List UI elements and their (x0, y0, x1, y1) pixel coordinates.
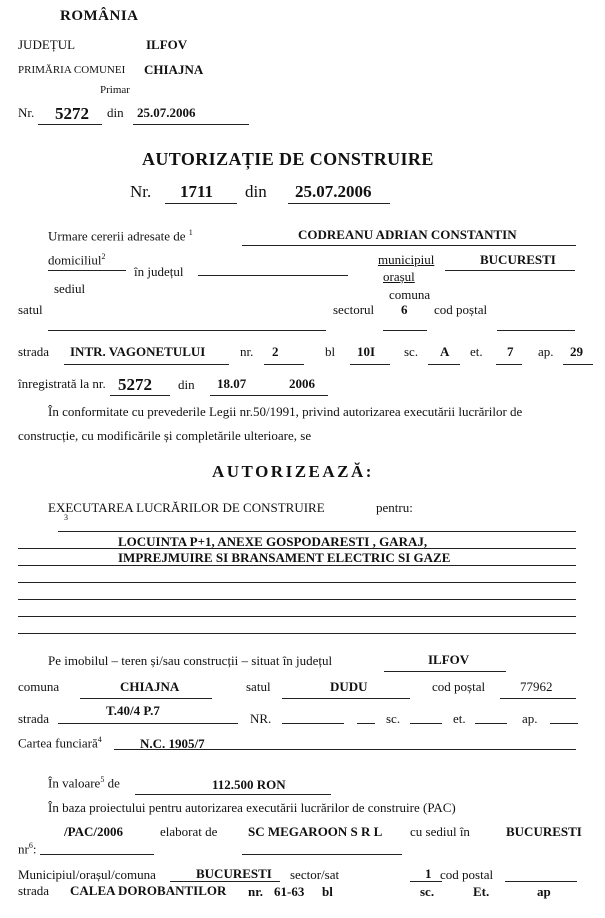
project-block-label: bl (322, 884, 333, 899)
applicant-name-underline (242, 245, 576, 246)
city-underline (445, 270, 575, 271)
stair-value: A (440, 344, 450, 359)
elaborated-label: elaborat de (160, 824, 218, 839)
block-underline (350, 364, 390, 365)
project-nr-underline (40, 854, 154, 855)
village-underline (48, 330, 326, 331)
sector-value: 6 (401, 302, 408, 317)
property-floor-label: et. (453, 711, 466, 726)
registered-din: din (178, 377, 195, 392)
property-street: T.40/4 P.7 (106, 703, 160, 718)
project-no: 61-63 (274, 884, 305, 899)
land-book-underline (114, 749, 576, 750)
project-sector: 1 (425, 866, 432, 881)
block-label: bl (325, 344, 336, 359)
county-underline (198, 275, 348, 276)
works-rule-6 (18, 633, 576, 634)
land-book-label: Cartea funciară$^4$ (18, 735, 102, 751)
works-rule-3 (18, 582, 576, 583)
project-muni-label: Municipiul/orașul/comuna (18, 867, 156, 882)
header-nr-underline (38, 124, 102, 125)
project-street-label: strada (18, 883, 50, 898)
property-nr-label: NR. (250, 711, 272, 726)
project-floor-label: Et. (473, 884, 490, 899)
project-seat: BUCURESTI (506, 824, 582, 839)
value-label: În valoare$^5$ de (48, 775, 120, 791)
document-title: AUTORIZAȚIE DE CONSTRUIRE (142, 149, 434, 169)
works-line-2: IMPREJMUIRE SI BRANSAMENT ELECTRIC SI GAZE (118, 550, 451, 565)
property-postal-underline (500, 698, 576, 699)
authorizes-heading: AUTORIZEAZĂ: (212, 462, 374, 481)
block-value: 10I (357, 344, 376, 359)
value-underline (135, 794, 331, 795)
sector-underline (383, 330, 427, 331)
company-underline (242, 854, 402, 855)
applicant-name: CODREANU ADRIAN CONSTANTIN (298, 227, 517, 242)
title-date-value: 25.07.2006 (295, 182, 372, 201)
project-seat-label: cu sediul în (410, 824, 470, 839)
property-commune-underline (80, 698, 212, 699)
street-value: INTR. VAGONETULUI (70, 344, 206, 359)
commune-label: comuna (389, 287, 431, 302)
title-nr-label: Nr. (130, 182, 152, 201)
seat-label: sediul (54, 281, 86, 296)
header-date-underline (133, 124, 249, 125)
property-nr-underline-2 (357, 723, 375, 724)
floor-value: 7 (507, 344, 514, 359)
property-postal-label: cod poștal (432, 679, 486, 694)
property-floor-underline (475, 723, 507, 724)
property-nr-underline (282, 723, 344, 724)
property-village: DUDU (330, 679, 368, 694)
country-name: ROMÂNIA (60, 8, 139, 24)
works-line-1: LOCUINTA P+1, ANEXE GOSPODARESTI , GARAJ, (118, 534, 428, 549)
sector-label: sectorul (333, 302, 375, 317)
registered-nr-underline (110, 395, 170, 396)
project-muni-underline (170, 881, 280, 882)
no-label: nr. (240, 344, 254, 359)
stair-label: sc. (404, 344, 419, 359)
header-nr-value: 5272 (55, 104, 89, 123)
project-sector-underline (410, 881, 442, 882)
floor-underline (496, 364, 522, 365)
floor-label: et. (470, 344, 483, 359)
in-county-label: în județul (134, 264, 184, 279)
county-value: ILFOV (146, 37, 188, 52)
property-stair-label: sc. (386, 711, 401, 726)
village-label: satul (18, 302, 43, 317)
property-commune-label: comuna (18, 679, 60, 694)
town-value: CHIAJNA (144, 62, 204, 77)
project-postal-underline (505, 881, 577, 882)
postal-label: cod poștal (434, 302, 488, 317)
postal-underline (497, 330, 575, 331)
project-intro: În baza proiectului pentru autorizarea executării lucrărilor de construire (PAC) (48, 800, 456, 815)
execution-note: 3 (64, 513, 68, 522)
works-rule-2 (18, 565, 576, 566)
property-stair-underline (410, 723, 442, 724)
street-label: strada (18, 344, 50, 359)
execution-label: EXECUTAREA LUCRĂRILOR DE CONSTRUIRE (48, 500, 325, 515)
title-din-label: din (245, 182, 267, 201)
property-intro: Pe imobilul – teren și/sau construcții – situat în județul (48, 653, 333, 668)
title-nr-value: 1711 (180, 182, 214, 201)
project-no-label: nr. (248, 884, 264, 899)
project-stair-label: sc. (420, 884, 435, 899)
legal-line-1: În conformitate cu prevederile Legii nr.50/1991, privind autorizarea executării lucrărilor de (48, 404, 523, 419)
project-pac: /PAC/2006 (64, 824, 123, 839)
project-street: CALEA DOROBANTILOR (70, 883, 227, 898)
value-amount: 112.500 RON (212, 777, 286, 792)
works-rule-4 (18, 599, 576, 600)
property-county-underline (384, 671, 506, 672)
property-village-label: satul (246, 679, 271, 694)
street-underline (64, 364, 229, 365)
municipality-label: municipiul (378, 252, 435, 267)
works-rule-5 (18, 616, 576, 617)
registered-nr: 5272 (118, 375, 152, 394)
signatory-label: Primar (100, 84, 130, 96)
property-street-label: strada (18, 711, 50, 726)
apt-value: 29 (570, 344, 583, 359)
property-postal: 77962 (520, 679, 553, 694)
works-line-0 (58, 531, 576, 532)
apt-underline (563, 364, 593, 365)
title-date-underline (288, 203, 390, 204)
land-book-value: N.C. 1905/7 (140, 736, 205, 751)
project-apt-label: ap (537, 884, 551, 899)
domicile-underline (48, 270, 126, 271)
property-commune: CHIAJNA (120, 679, 180, 694)
apt-label: ap. (538, 344, 554, 359)
no-underline (264, 364, 304, 365)
stair-underline (428, 364, 460, 365)
project-muni: BUCURESTI (196, 866, 272, 881)
city-label: orașul (383, 269, 415, 284)
property-village-underline (282, 698, 410, 699)
project-sector-label: sector/sat (290, 867, 340, 882)
works-rule-1 (18, 548, 576, 549)
applicant-intro: Urmare cererii adresate de $^1$ (48, 228, 193, 244)
town-hall-label: PRIMĂRIA COMUNEI (18, 64, 126, 76)
property-apt-label: ap. (522, 711, 538, 726)
project-nr-label: $nr^6$: (18, 841, 37, 857)
applicant-city: BUCURESTI (480, 252, 556, 267)
registered-label: înregistrată la nr. (18, 376, 106, 391)
registered-date-a: 18.07 (217, 376, 247, 391)
property-county: ILFOV (428, 652, 470, 667)
domicile-label: domiciliul$^2$ (48, 252, 106, 268)
project-company: SC MEGAROON S R L (248, 824, 383, 839)
registered-date-b: 2006 (289, 376, 315, 391)
title-nr-underline (165, 203, 237, 204)
registered-date-underline (210, 395, 328, 396)
project-postal-label: cod postal (440, 867, 494, 882)
county-label: JUDEȚUL (18, 37, 76, 52)
no-value: 2 (272, 344, 279, 359)
property-street-underline (58, 723, 238, 724)
header-nr-label: Nr. (18, 105, 35, 120)
header-date-value: 25.07.2006 (137, 105, 196, 120)
for-label: pentru: (376, 500, 413, 515)
header-din-label: din (107, 105, 124, 120)
property-apt-underline (550, 723, 578, 724)
legal-line-2: construcție, cu modificările și completările ulterioare, se (18, 428, 312, 443)
